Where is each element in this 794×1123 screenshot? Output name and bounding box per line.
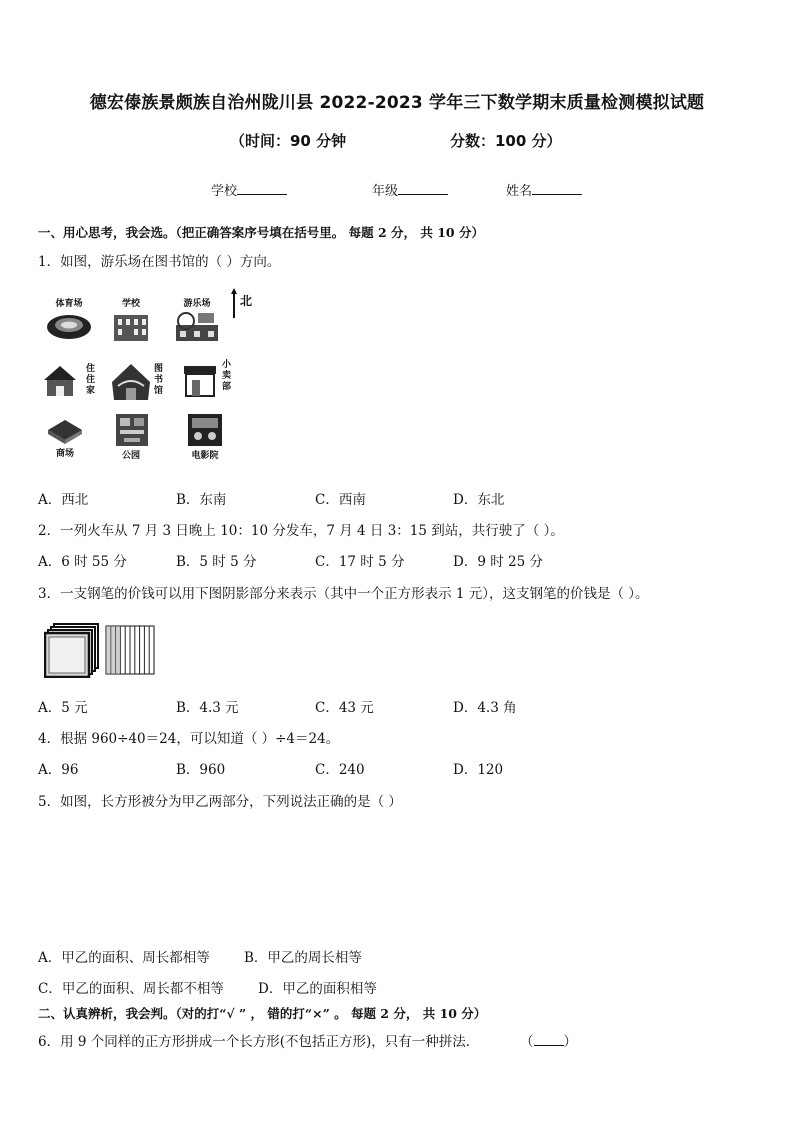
q4-option-c[interactable]: C．240 (315, 762, 365, 778)
section-1-heading: 一、用心思考，我会选。（把正确答案序号填在括号里。 每题 2 分， 共 10 分） (38, 225, 484, 240)
school-map-label: 学校 (121, 299, 140, 309)
mall-icon (40, 416, 90, 446)
q3-option-b[interactable]: B．4.3 元 (176, 700, 239, 716)
question-3: 3．一支钢笔的价钱可以用下图阴影部分来表示（其中一个正方形表示 1 元），这支钢笔的价钱是（ ）。 (38, 586, 649, 602)
park-icon (106, 412, 156, 448)
question-5: 5．如图，长方形被分为甲乙两部分，下列说法正确的是（ ） (38, 794, 402, 810)
residence-char-1: 住 (86, 364, 96, 374)
exam-score: 分数：100 分） (450, 132, 562, 150)
map-school (106, 296, 156, 343)
q2-option-c[interactable]: C．17 时 5 分 (315, 554, 405, 570)
direction-map (40, 288, 270, 468)
grade-field (372, 180, 448, 199)
q4-option-d[interactable]: D．120 (453, 762, 504, 778)
section-2-heading: 二、认真辨析，我会判。（对的打“√ ” ， 错的打“×” 。 每题 2 分， 共 10 分） (38, 1006, 487, 1021)
exam-time: （时间：90 分钟 (230, 132, 347, 150)
map-mall (40, 416, 90, 459)
shop-char-1: 小 (222, 360, 232, 370)
q1-option-c[interactable]: C．西南 (315, 492, 366, 508)
grade-label: 年级 (372, 184, 399, 199)
name-blank[interactable] (532, 182, 582, 195)
q6-paren-open: （ (520, 1034, 534, 1050)
map-stadium (44, 296, 94, 343)
shop-label (222, 360, 232, 393)
q5-option-c[interactable]: C．甲乙的面积、周长都不相等 (38, 981, 224, 997)
q6-paren-close: ） (563, 1034, 577, 1050)
shop-char-3: 部 (222, 382, 232, 392)
map-library (108, 360, 158, 406)
north-arrow-icon (230, 288, 238, 320)
q4-option-a[interactable]: A．96 (38, 762, 79, 778)
q1-option-d[interactable]: D．东北 (453, 492, 505, 508)
library-char-1: 图 (154, 364, 164, 374)
question-1: 1．如图，游乐场在图书馆的（ ）方向。 (38, 254, 281, 270)
shop-char-2: 卖 (222, 371, 232, 381)
question-2: 2．一列火车从 7 月 3 日晚上 10：10 分发车，7 月 4 日 3：15 到站，共行驶了（ ）。 (38, 523, 564, 539)
q2-option-d[interactable]: D．9 时 25 分 (453, 554, 543, 570)
question-4: 4．根据 960÷40＝24，可以知道（ ）÷4＝24。 (38, 731, 340, 747)
mall-label: 商场 (55, 449, 74, 459)
school-field (211, 180, 287, 199)
school-icon (106, 309, 156, 343)
q3-option-a[interactable]: A．5 元 (38, 700, 88, 716)
q1-option-a[interactable]: A．西北 (38, 492, 89, 508)
library-char-3: 馆 (154, 386, 164, 396)
amusement-park-icon (172, 309, 222, 343)
grade-blank[interactable] (398, 182, 448, 195)
q5-option-b[interactable]: B．甲乙的周长相等 (244, 950, 362, 966)
map-residence (40, 360, 90, 400)
north-arrow (230, 288, 260, 320)
library-icon (108, 360, 154, 406)
shop-icon (180, 360, 220, 400)
q6-answer-blank[interactable] (534, 1033, 564, 1046)
q1-option-b[interactable]: B．东南 (176, 492, 227, 508)
residence-icon (40, 360, 80, 400)
library-char-2: 书 (154, 375, 164, 385)
stadium-icon (44, 309, 94, 343)
amusement-park-label: 游乐场 (183, 299, 211, 309)
park-label: 公园 (121, 451, 140, 461)
cinema-icon (180, 412, 230, 448)
q5-option-d[interactable]: D．甲乙的面积相等 (258, 981, 377, 997)
school-label: 学校 (211, 184, 238, 199)
cinema-label: 电影院 (191, 451, 219, 461)
q3-option-d[interactable]: D．4.3 角 (453, 700, 517, 716)
q4-option-b[interactable]: B．960 (176, 762, 226, 778)
library-label (154, 364, 164, 397)
north-label: 北 (240, 294, 253, 308)
stadium-label: 体育场 (55, 299, 83, 309)
page-title: 德宏傣族景颇族自治州陇川县 2022-2023 学年三下数学期末质量检测模拟试题 (89, 93, 705, 113)
residence-char-2: 住 (86, 375, 96, 385)
money-squares-figure (44, 622, 164, 678)
q2-option-a[interactable]: A．6 时 55 分 (38, 554, 127, 570)
q6-answer-box (520, 1030, 577, 1050)
money-squares-svg (44, 622, 164, 678)
q2-option-b[interactable]: B．5 时 5 分 (176, 554, 257, 570)
q5-option-a[interactable]: A．甲乙的面积、周长都相等 (38, 950, 210, 966)
school-blank[interactable] (237, 182, 287, 195)
map-cinema (180, 412, 230, 461)
residence-label (86, 364, 96, 397)
map-amusement-park (172, 296, 222, 343)
residence-char-3: 家 (86, 386, 96, 396)
map-park (106, 412, 156, 461)
name-label: 姓名 (506, 184, 533, 199)
q3-option-c[interactable]: C．43 元 (315, 700, 374, 716)
name-field (506, 180, 582, 199)
question-6: 6．用 9 个同样的正方形拼成一个长方形(不包括正方形)，只有一种拼法． (38, 1034, 480, 1050)
